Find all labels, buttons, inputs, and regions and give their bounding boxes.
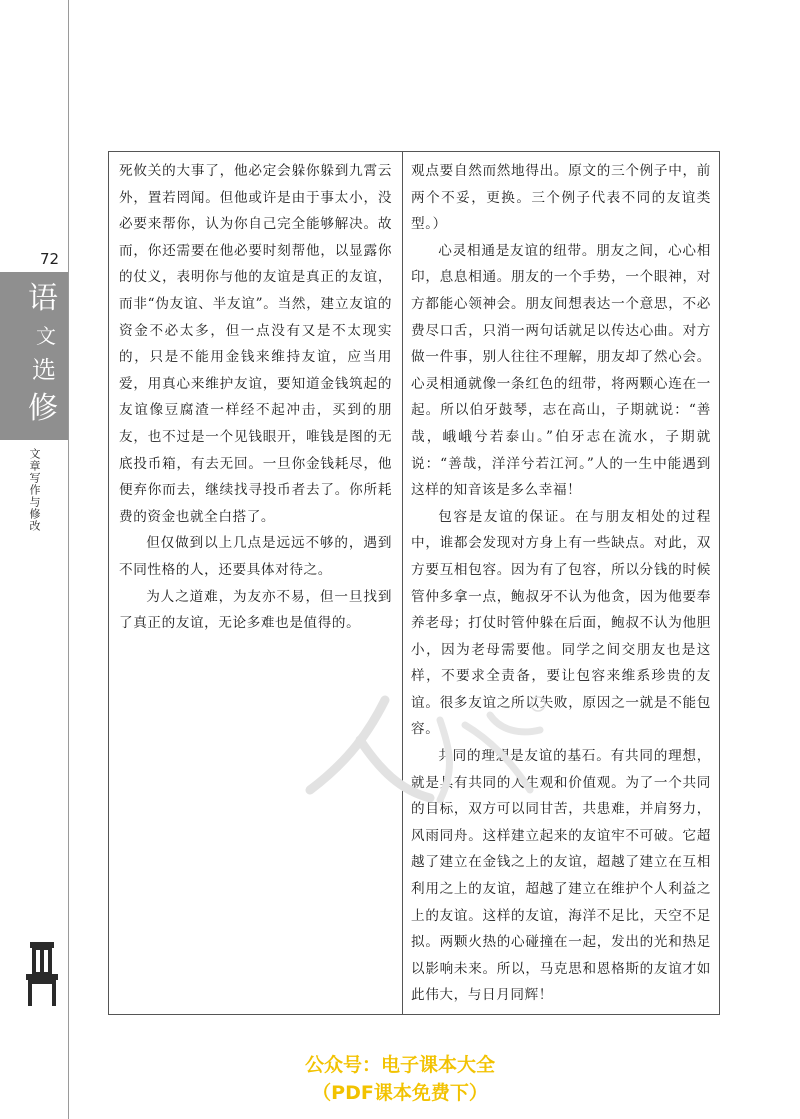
footer-line-1: 公众号：电子课本大全	[304, 1054, 495, 1076]
chair-icon	[22, 940, 62, 1008]
tab-char-2: 文	[36, 324, 56, 348]
revision-comparison-table	[108, 151, 720, 1015]
right-paragraph-1: 观点要自然而然地得出。原文的三个例子中，前两个不妥，更换。三个例子代表不同的友谊类型。）	[411, 163, 711, 233]
tab-char-1: 语	[28, 281, 58, 316]
tab-char-4: 修	[28, 391, 58, 426]
right-paragraph-2: 心灵相通是友谊的纽带。朋友之间，心心相印，息息相通。朋友的一个手势，一个眼神，对方都能心领神会。朋友间想表达一个意思，不必费尽口舌，只消一两句话就足以传达心曲。对方做一件事，别人往往不理解，朋友却了然心会。心灵相通就像一条红色的纽带，将两颗心连在一起。所以伯牙鼓琴，志在高山，子期就说：“善哉，峨峨兮若泰山。”伯牙志在流水，子期就说：“善哉，洋洋兮若江河。”人的一生中能遇到这样的知音该是多么幸福！	[411, 242, 711, 499]
footer-line-2: （PDF课本免费下）	[312, 1082, 488, 1104]
page-number: 72	[40, 250, 60, 268]
left-paragraph-3: 为人之道难，为友亦不易，但一旦找到了真正的友谊，无论多难也是值得的。	[119, 588, 393, 632]
tab-char-3: 选	[32, 356, 56, 384]
right-paragraph-3: 包容是友谊的保证。在与朋友相处的过程中，谁都会发现对方身上有一些缺点。对此，双方要互相包容。因为有了包容，所以分钱的时候管仲多拿一点，鲍叔牙不认为他贪，因为他要奉养老母；打仗时管仲躲在后面，鲍叔不认为他胆小，因为老母需要他。同学之间交朋友也是这样，不要求全责备，要让包容来维系珍贵的友谊。很多友谊之所以失败，原因之一就是不能包容。	[411, 508, 711, 738]
margin-rule	[68, 0, 69, 1119]
left-column	[109, 152, 403, 1014]
book-series-tab	[0, 272, 68, 440]
left-paragraph-1: 死攸关的大事了，他必定会躲你躲到九霄云外，置若罔闻。但他或许是由于事太小，没必要来帮你，认为你自己完全能够解决。故而，你还需要在他必要时刻帮他，以显露你的仗义，表明你与他的友谊是真正的友谊，而非“伪友谊、半友谊”。当然，建立友谊的资金不必太多，但一点没有又是不太现实的，只是不能用金钱来维持友谊，应当用爱，用真心来维护友谊，要知道金钱筑起的友谊像豆腐渣一样经不起冲击，买到的朋友，也不过是一个见钱眼开，唯钱是图的无底投币箱，有去无回。一旦你金钱耗尽，他便弃你而去，继续找寻投币者去了。你所耗费的资金也就全白搭了。	[119, 163, 393, 525]
right-paragraph-4: 共同的理想是友谊的基石。有共同的理想，就是具有共同的人生观和价值观。为了一个共同的目标，双方可以同甘苦，共患难，并肩努力，风雨同舟。这样建立起来的友谊牢不可破。它超越了建立在金钱之上的友谊，超越了建立在互相利用之上的友谊，超越了建立在维护个人利益之上的友谊。这样的友谊，海洋不足比，天空不足拟。两颗火热的心碰撞在一起，发出的光和热足以影响未来。所以，马克思和恩格斯的友谊才如此伟大，与日月同辉！	[411, 748, 711, 1004]
chapter-title: 文章写作与修改	[28, 448, 41, 532]
left-paragraph-2: 但仅做到以上几点是远远不够的，遇到不同性格的人，还要具体对待之。	[119, 535, 393, 578]
right-column	[403, 152, 719, 1014]
